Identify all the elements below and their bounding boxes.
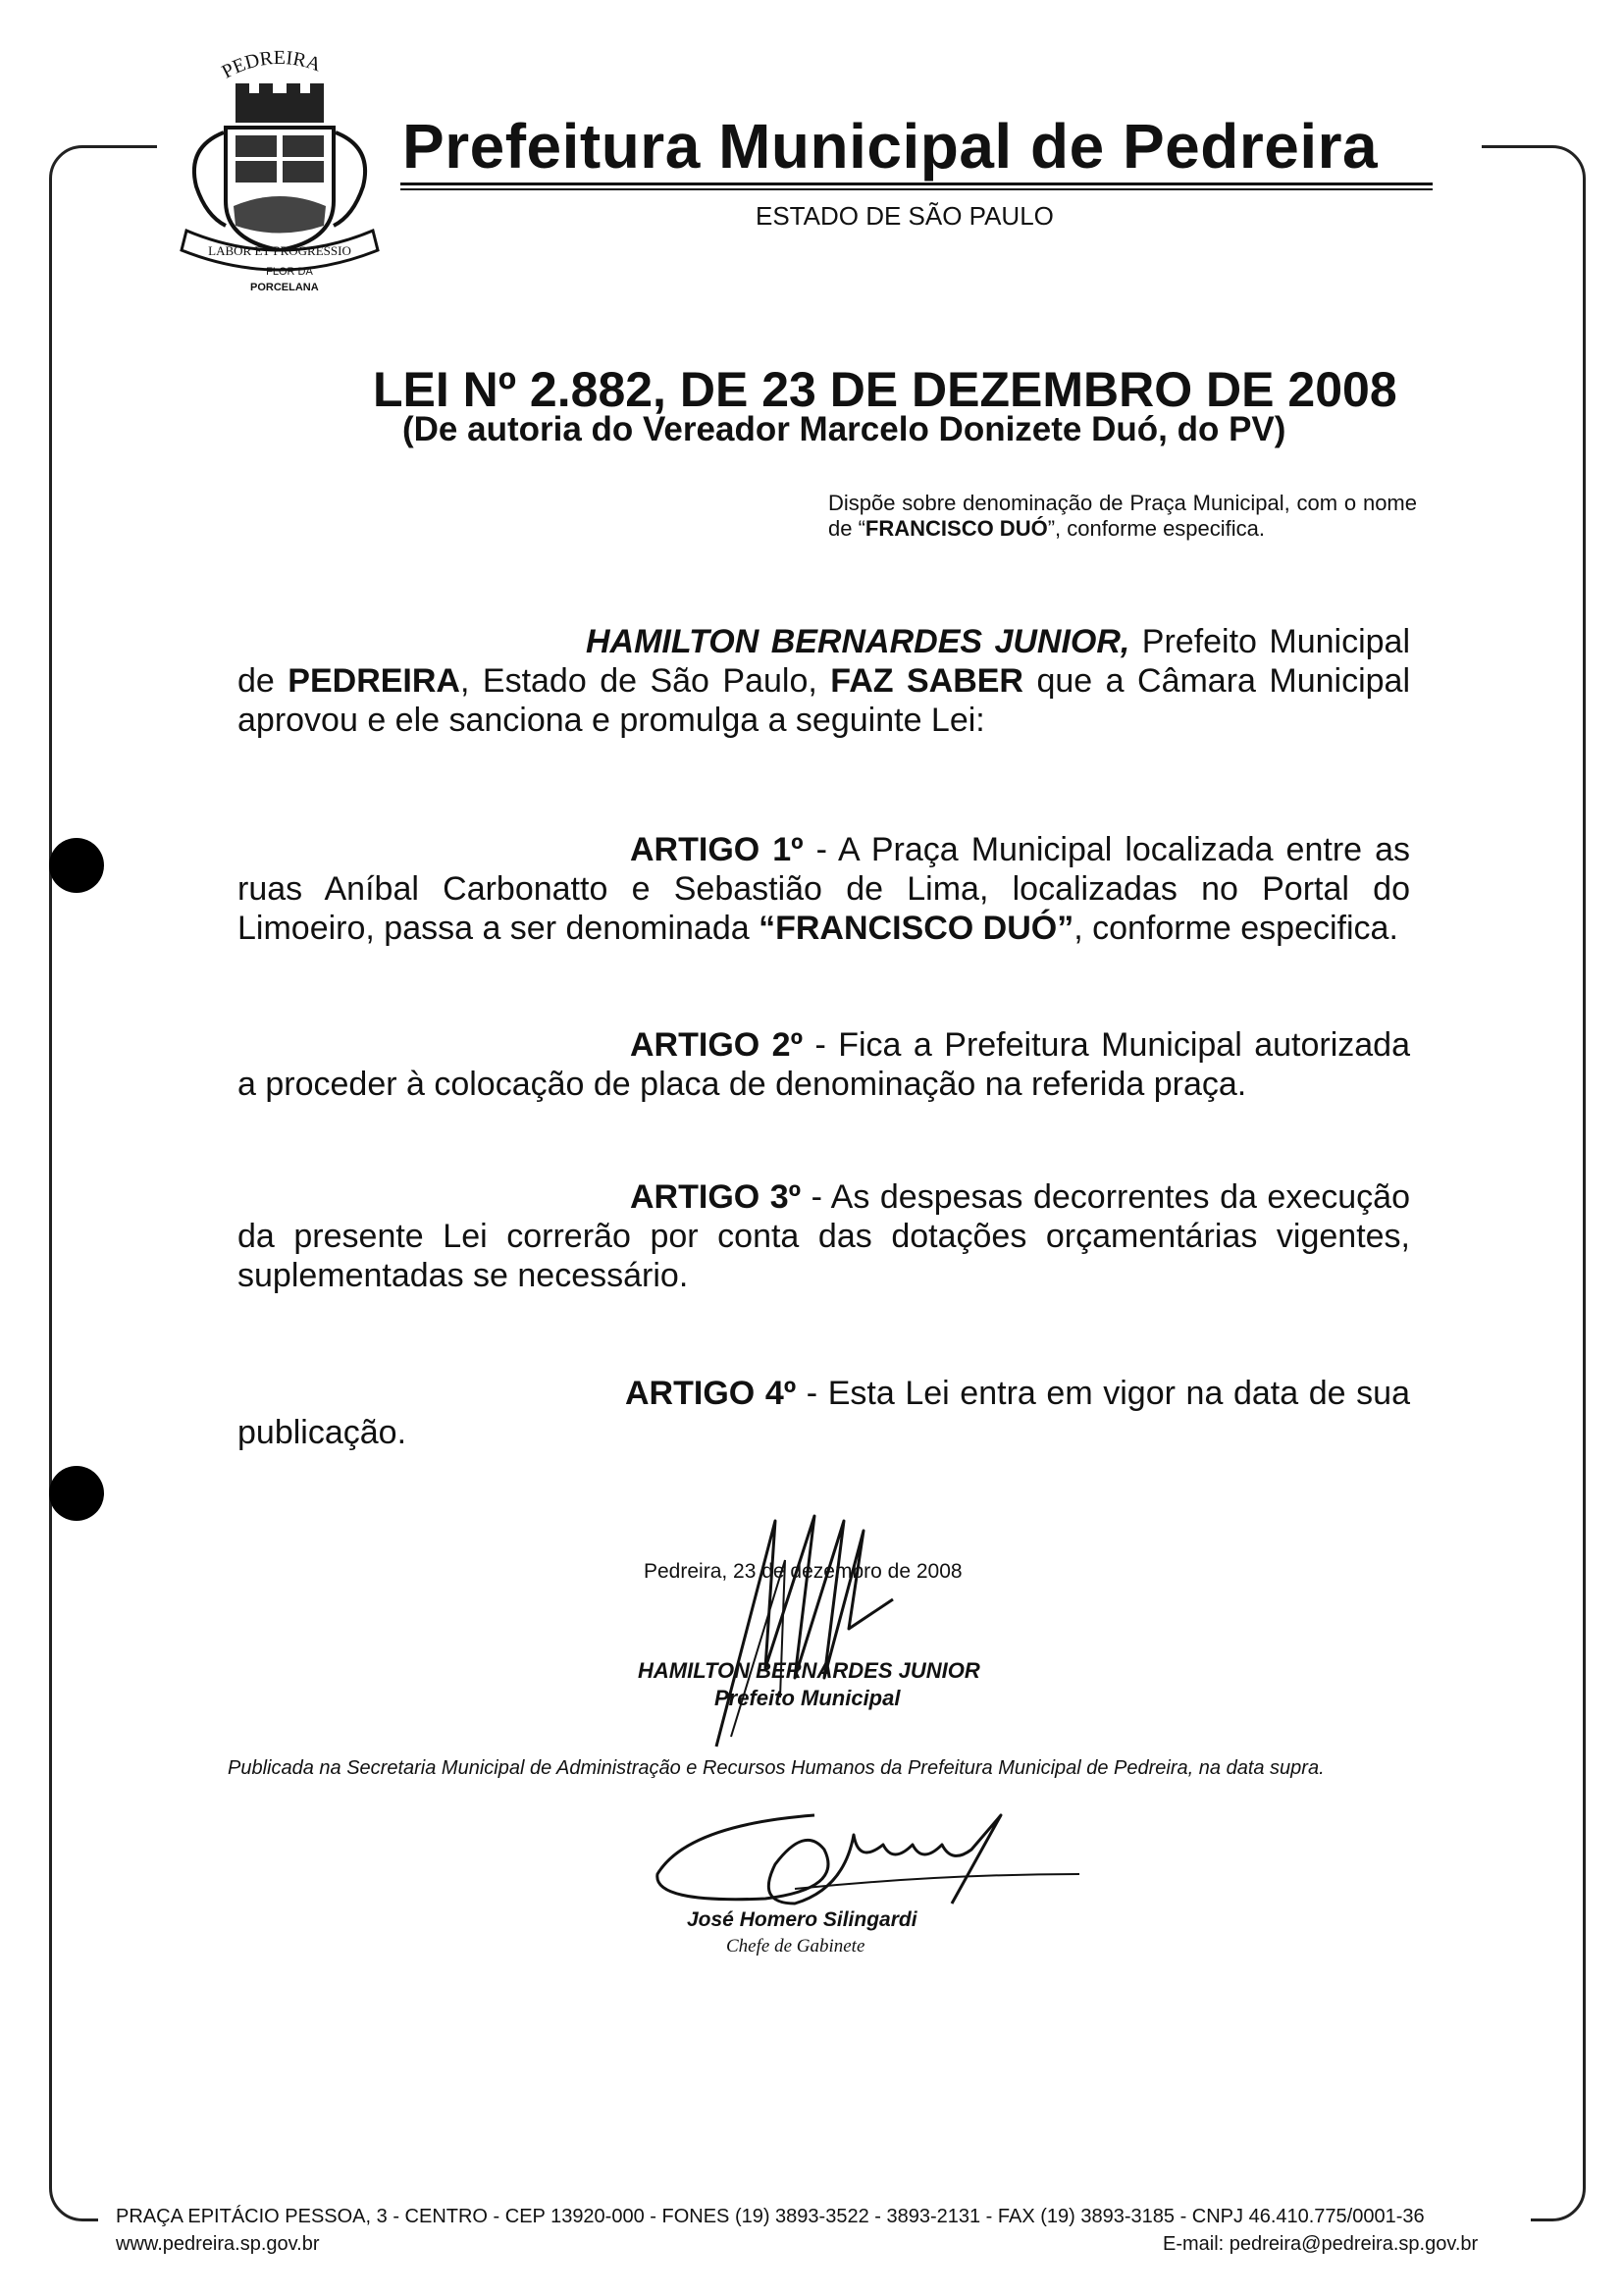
- hole-punch-bottom: [49, 1466, 104, 1521]
- chief-role: Chefe de Gabinete: [726, 1936, 865, 1957]
- mayor-name: HAMILTON BERNARDES JUNIOR: [638, 1658, 980, 1683]
- seal-bottom-line1: FLOR DA: [266, 266, 313, 278]
- seal-bottom-line2: PORCELANA: [250, 282, 319, 293]
- chief-name: José Homero Silingardi: [687, 1908, 917, 1931]
- coat-of-arms-icon: [167, 39, 393, 285]
- law-summary: Dispõe sobre denominação de Praça Municipal, com o nome de “FRANCISCO DUÓ”, conforme especifica.: [828, 491, 1417, 541]
- mayor-signature-icon: [677, 1501, 932, 1756]
- letterhead-title: Prefeitura Municipal de Pedreira: [402, 111, 1379, 182]
- title-rule: [400, 183, 1433, 185]
- article-4: ARTIGO 4º - Esta Lei entra em vigor na data de sua publicação.: [237, 1375, 1410, 1451]
- state-subtitle: ESTADO DE SÃO PAULO: [756, 201, 1054, 231]
- hole-punch-top: [49, 838, 104, 893]
- law-title: LEI Nº 2.882, DE 23 DE DEZEMBRO DE 2008: [373, 362, 1397, 417]
- article-2: ARTIGO 2º - Fica a Prefeitura Municipal autorizada a proceder à colocação de placa de denominação na referida praça.: [237, 1026, 1410, 1103]
- title-rule-thin: [400, 188, 1433, 190]
- law-authorship: (De autoria do Vereador Marcelo Donizete Duó, do PV): [402, 410, 1286, 448]
- coat-of-arms-seal: [167, 39, 393, 285]
- footer-email: E-mail: pedreira@pedreira.sp.gov.br: [1163, 2233, 1479, 2255]
- article-3: ARTIGO 3º - As despesas decorrentes da execução da presente Lei correrão por conta das dotações orçamentárias vigentes, suplementadas se necessário.: [237, 1178, 1410, 1294]
- footer-address: PRAÇA EPITÁCIO PESSOA, 3 - CENTRO - CEP 13920-000 - FONES (19) 3893-3522 - 3893-2131 - FAX (19) 3893-3185 - CNPJ 46.410.775/0001-36: [116, 2206, 1425, 2227]
- chief-signature-icon: [648, 1796, 1099, 1913]
- seal-top-text: PEDREIRA: [218, 46, 324, 83]
- article-1: ARTIGO 1º - A Praça Municipal localizada entre as ruas Aníbal Carbonatto e Sebastião de Lima, localizadas no Portal do Limoeiro, passa a ser denominada “FRANCISCO DUÓ”, conforme especifica.: [237, 831, 1410, 947]
- place-date: Pedreira, 23 de dezembro de 2008: [644, 1560, 963, 1583]
- footer-website: www.pedreira.sp.gov.br: [116, 2233, 320, 2255]
- publication-note: Publicada na Secretaria Municipal de Administração e Recursos Humanos da Prefeitura Municipal de Pedreira, na data supra.: [228, 1757, 1325, 1779]
- preamble-paragraph: HAMILTON BERNARDES JUNIOR, Prefeito Municipal de PEDREIRA, Estado de São Paulo, FAZ SABER que a Câmara Municipal aprovou e ele sanciona e promulga a seguinte Lei:: [237, 623, 1411, 739]
- mayor-role: Prefeito Municipal: [714, 1686, 901, 1710]
- seal-banner-text: LABOR ET PROGRESSIO: [208, 243, 351, 258]
